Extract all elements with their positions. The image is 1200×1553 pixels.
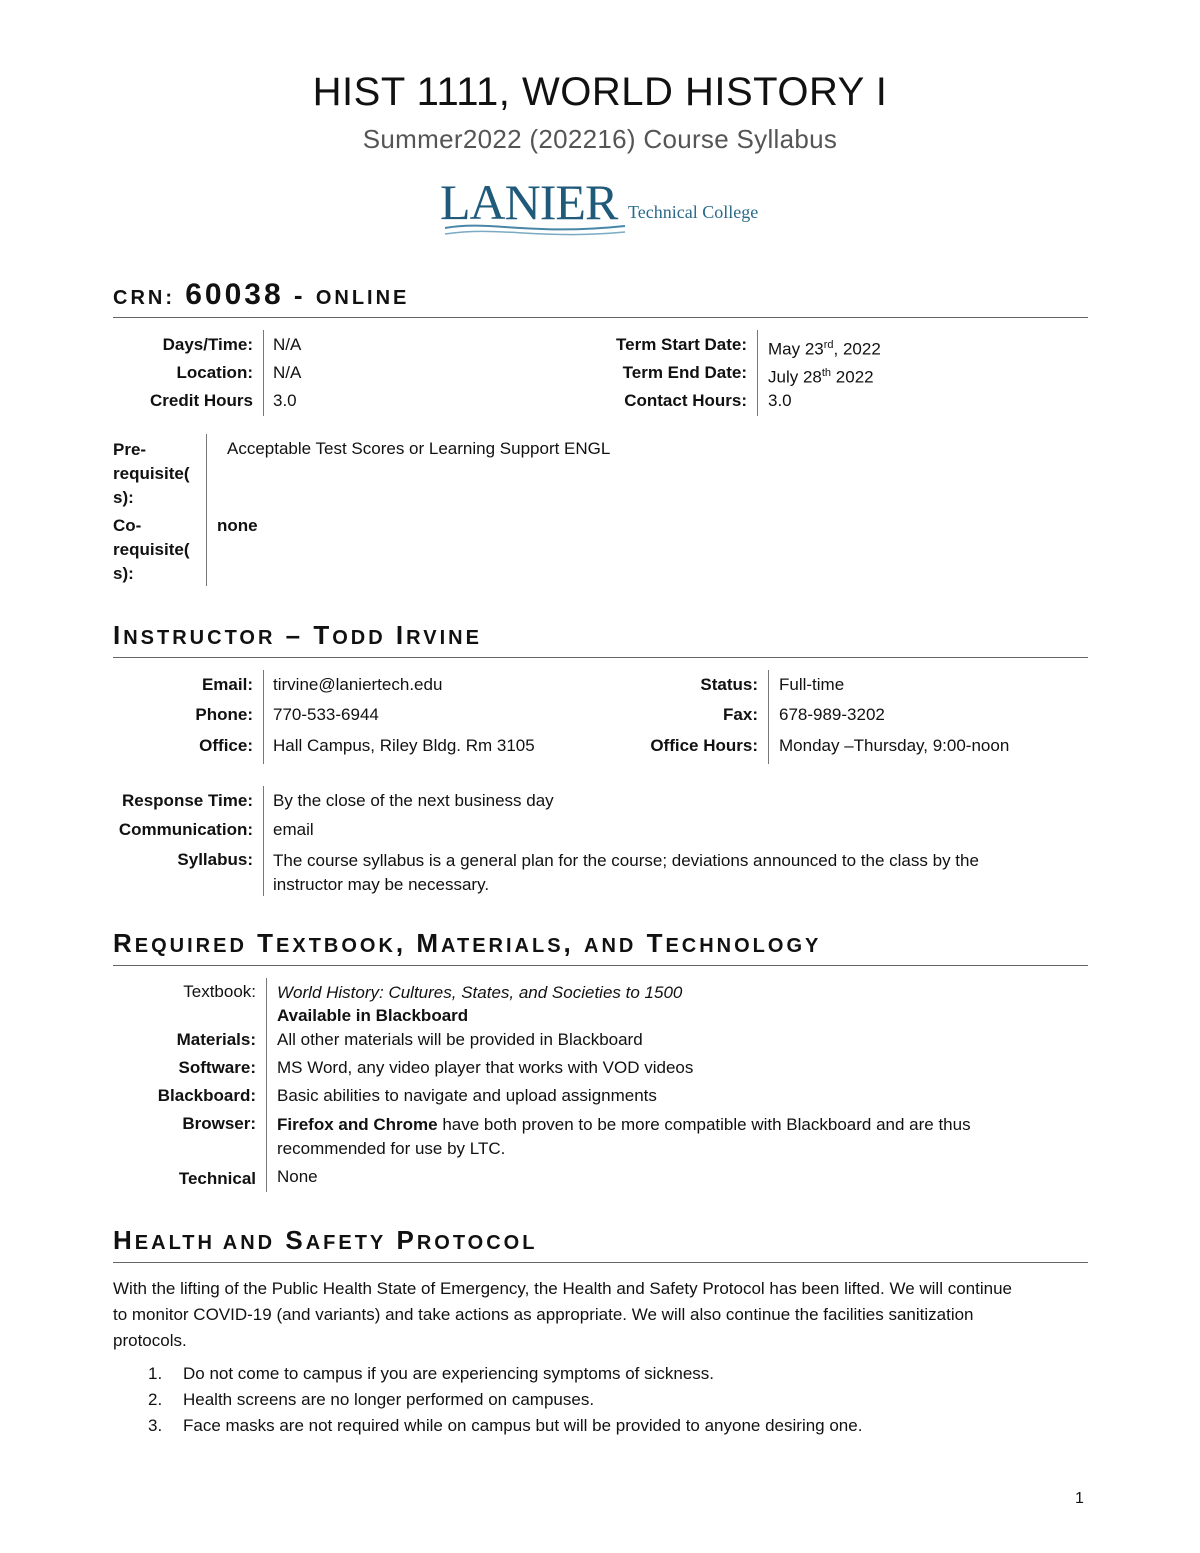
fax-label: Fax: (723, 705, 758, 724)
office-label: Office: (199, 736, 253, 755)
days-time-label: Days/Time: (162, 335, 253, 354)
office-hours-label: Office Hours: (650, 736, 758, 755)
health-paragraph: With the lifting of the Public Health State of Emergency, the Health and Safety Protocol has been lifted. We will continue to monitor COVID-19 (and variants) and take actions as appropriate. We will also continue the facilities sanitization protocols. (113, 1279, 1012, 1350)
materials-divider (266, 978, 267, 1192)
response-time-value: By the close of the next business day (273, 791, 554, 810)
contact-hours-label: Contact Hours: (624, 391, 747, 410)
crn-divider-left (263, 330, 264, 416)
crn-heading: CRN: 60038 - ONLINE (113, 278, 1088, 318)
page-title: HIST 1111, WORLD HISTORY I (312, 70, 888, 114)
browser-value: Firefox and Chrome have both proven to be more compatible with Blackboard and are thus recommended for use by LTC. (277, 1115, 971, 1158)
office-hours-value: Monday –Thursday, 9:00-noon (779, 736, 1010, 755)
instructor-divider-right (768, 670, 769, 764)
coreq-label: Co- requisite( s): (113, 516, 190, 583)
materials-heading: REQUIRED TEXTBOOK, MATERIALS, AND TECHNOLOGY (113, 926, 1088, 966)
logo-wave-icon (440, 220, 630, 240)
term-end-label: Term End Date: (622, 363, 747, 382)
software-value: MS Word, any video player that works with VOD videos (277, 1058, 694, 1077)
location-value: N/A (273, 363, 302, 382)
response-time-label: Response Time: (121, 791, 253, 810)
page-number: 1 (1075, 1490, 1084, 1507)
contact-hours-value: 3.0 (768, 391, 792, 410)
coreq-value: none (217, 516, 258, 535)
technical-label: Technical (178, 1169, 256, 1188)
materials-value: All other materials will be provided in Blackboard (277, 1030, 643, 1049)
term-end-value: July 28th 2022 (768, 367, 874, 387)
fax-value: 678-989-3202 (779, 705, 885, 724)
credit-hours-label: Credit Hours (150, 391, 253, 410)
days-time-value: N/A (273, 335, 302, 354)
credit-hours-value: 3.0 (273, 391, 297, 410)
communication-label: Communication: (118, 820, 253, 839)
page-subtitle: Summer2022 (202216) Course Syllabus (362, 124, 838, 154)
syllabus-label: Syllabus: (177, 850, 253, 869)
instructor-heading: INSTRUCTOR – TODD IRVINE (113, 618, 1088, 658)
office-value: Hall Campus, Riley Bldg. Rm 3105 (273, 736, 535, 755)
textbook-value: World History: Cultures, States, and Societies to 1500 Available in Blackboard (277, 983, 683, 1025)
software-label: Software: (178, 1058, 256, 1077)
technical-value: None (277, 1167, 318, 1186)
phone-label: Phone: (195, 705, 253, 724)
crn-divider-right (757, 330, 758, 416)
email-value[interactable]: tirvine@laniertech.edu (273, 675, 443, 694)
prereq-value: Acceptable Test Scores or Learning Support ENGL (227, 439, 611, 458)
list-item: 1. Do not come to campus if you are experiencing symptoms of sickness. (148, 1364, 715, 1383)
college-logo (440, 176, 770, 242)
status-label: Status: (700, 675, 758, 694)
phone-value: 770-533-6944 (273, 705, 379, 724)
blackboard-value: Basic abilities to navigate and upload assignments (277, 1086, 657, 1105)
health-list (148, 1361, 862, 1439)
status-value: Full-time (779, 675, 845, 694)
logo-college-text: Technical College (628, 202, 759, 222)
instructor-divider-lower (263, 786, 264, 896)
location-label: Location: (176, 363, 253, 382)
term-start-label: Term Start Date: (616, 335, 747, 354)
term-start-value: May 23rd, 2022 (768, 339, 881, 359)
health-heading: HEALTH AND SAFETY PROTOCOL (113, 1223, 1088, 1263)
syllabus-value: The course syllabus is a general plan for the course; deviations announced to the class by the instructor may be necessary. (273, 851, 979, 894)
list-item: 2. Health screens are no longer performed on campuses. (148, 1390, 595, 1409)
email-label: Email: (201, 675, 253, 694)
list-item: 3. Face masks are not required while on campus but will be provided to anyone desiring one. (148, 1416, 863, 1435)
browser-label: Browser: (182, 1114, 256, 1133)
prereq-label: Pre- requisite( s): (113, 440, 190, 507)
textbook-label: Textbook: (183, 982, 256, 1001)
prereq-divider (206, 434, 207, 586)
instructor-divider-left (263, 670, 264, 764)
logo-lanier-text: LANIER (440, 174, 618, 230)
communication-value: email (273, 820, 314, 839)
blackboard-label: Blackboard: (157, 1086, 256, 1105)
materials-label: Materials: (176, 1030, 256, 1049)
